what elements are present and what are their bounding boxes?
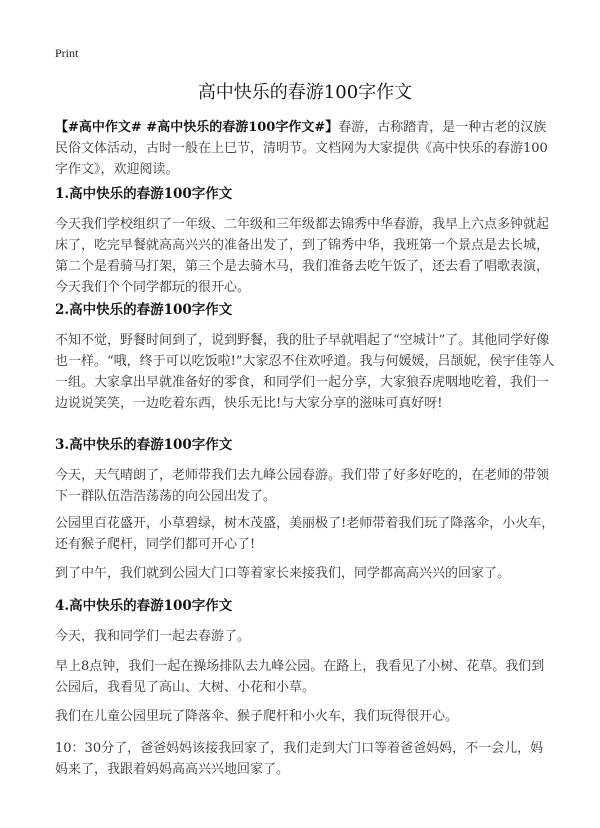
section-4-paragraph-4: 10：30分了，爸爸妈妈该接我回家了，我们走到大门口等着爸爸妈妈，不一会儿，妈妈来了，我跟着妈妈高高兴兴地回家了。 [55,741,544,777]
section-4-paragraph-1: 今天，我和同学们一起去春游了。 [55,629,251,644]
intro-paragraph [55,117,555,180]
intro-text: 春游，古称踏青，是一种古老的汉族民俗文体活动，古时一般在上巳节，清明节。文档网为大家提供《高中快乐的春游100字作文》，欢迎阅读。 [55,120,548,177]
section-4-paragraph-2: 早上8点钟，我们一起在操场排队去九峰公园。在路上，我看见了小树、花草。我们到公园后，我看见了高山、大树、小花和小草。 [55,659,545,695]
section-3-paragraph-2: 公园里百花盛开，小草碧绿，树木茂盛，美丽极了!老师带着我们玩了降落伞，小火车，还有猴子爬杆，同学们都可开心了! [55,516,555,552]
section-3-paragraph-3: 到了中午，我们就到公园大门口等着家长来接我们，同学都高高兴兴的回家了。 [55,566,511,581]
section-1-paragraph-1: 今天我们学校组织了一年级、二年级和三年级都去锦秀中华春游，我早上六点多钟就起床了，吃完早餐就高高兴兴的准备出发了，到了锦秀中华，我班第一个景点是去长城，第二个是看骑马打架，第三个是去骑木马，我们准备去吃午饭了，还去看了唱歌表演，今天我们个个同学都玩的很开心。 [55,217,550,295]
section-heading-1: 1.高中快乐的春游100字作文 [55,186,233,202]
section-heading-3: 3.高中快乐的春游100字作文 [55,437,233,453]
section-4-paragraph-3: 我们在儿童公园里玩了降落伞、猴子爬杆和小火车，我们玩得很开心。 [55,709,459,724]
section-2-paragraph-1: 不知不觉，野餐时间到了，说到野餐，我的肚子早就唱起了“空城计”了。其他同学好像也一样。“哦，终于可以吃饭啦!”大家忍不住欢呼道。我与何媛媛，吕颉妮，侯宇佳等人一组。大家拿出早就准备好的零食，和同学们一起分享，大家狼吞虎咽地吃着，我们一边说说笑笑，一边吃着东西，快乐无比!与大家分享的滋味可真好呀! [55,333,555,411]
section-heading-4: 4.高中快乐的春游100字作文 [55,598,233,614]
section-heading-2: 2.高中快乐的春游100字作文 [55,302,233,318]
intro-tag: 【#高中作文# #高中快乐的春游100字作文#】 [55,120,339,135]
section-3-paragraph-1: 今天，天气晴朗了，老师带我们去九峰公园春游。我们带了好多好吃的，在老师的带领下一群队伍浩浩荡荡的向公园出发了。 [55,468,550,504]
print-link[interactable]: Print [55,46,79,60]
page-title: 高中快乐的春游100字作文 [197,82,413,103]
